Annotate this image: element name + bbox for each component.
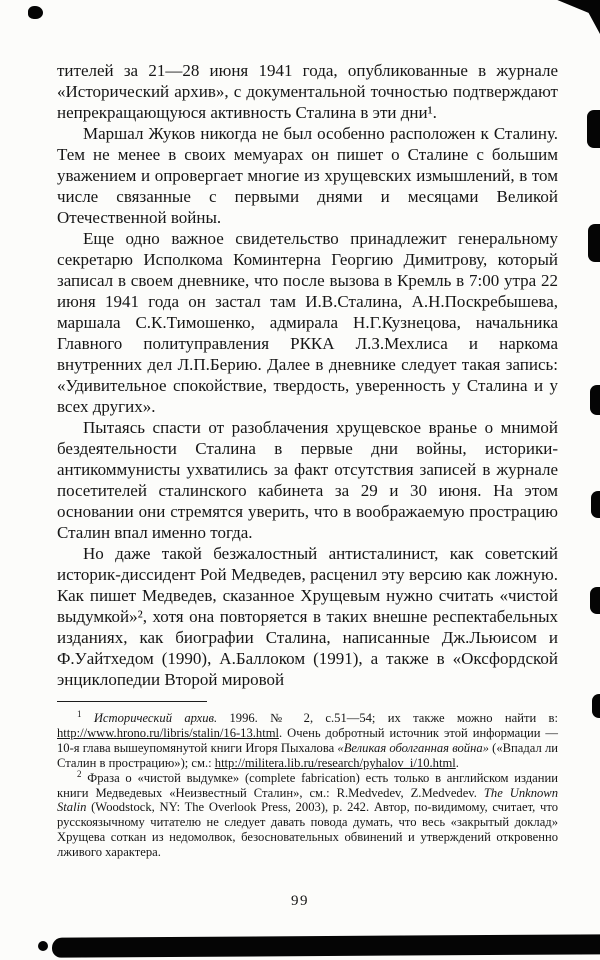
footnote [57, 768, 559, 860]
footnote-text: (Woodstock, NY: The Overlook Press, 2003), p. 242. Автор, по-видимому, считает, что русскоязычному читателю не следует давать повода думать, что весь «закрытый доклад» Хрущева соткан из недомолвок, безосновательных обвинений и утверждений откровенно лживого характера. [57, 800, 558, 860]
footnote-text: The Unknown Stalin [57, 785, 559, 815]
footnote-url: http://militera.lib.ru/research/pyhalov_i/10.html [214, 755, 456, 770]
scan-artifact-right-edge-6 [592, 694, 600, 718]
footnote-marker: 1 [77, 708, 82, 719]
footnote-text: Фраза о «чистой выдумке» (complete fabrication) есть только в английском издании книги Медведевых «Неизвестный Сталин», см.: R.Medvedev, Z.Medvedev. [57, 770, 558, 800]
paragraph: Но даже такой безжалостный антисталинист, как советский историк-диссидент Рой Медведев, расценил эту версию как ложную. Как пишет Медведев, сказанное Хрущевым нужно считать «чистой выдумкой»², хотя она повторяется в таких внешне респектабельных изданиях, как биографии Сталина, написанные Дж.Льюисом и Ф.Уайтхедом (1990), А.Баллоком (1991), а также в «Оксфордской энциклопедии Второй мировой [57, 544, 558, 689]
scan-artifact-right-edge-2 [588, 224, 600, 262]
footnote [57, 708, 558, 771]
paragraph: тителей за 21—28 июня 1941 года, опубликованные в журнале «Исторический архив», с документальной точностью подтверждают непрекращающуюся активность Сталина в эти дни¹. [57, 61, 558, 122]
paragraph: Маршал Жуков никогда не был особенно расположен к Сталину. Тем не менее в своих мемуарах он пишет о Сталине с большим уважением и опровергает многие из хрущевских измышлений, в том числе связанные с первыми днями и месяцами Великой Отечественной войны. [57, 124, 558, 227]
footnote-text: Исторический архив. [93, 711, 218, 725]
scan-artifact-bottom-bar [52, 934, 600, 957]
paragraph: Еще одно важное свидетельство принадлежит генеральному секретарю Исполкома Коминтерна Георгию Димитрову, который записал в своем дневнике, что после вызова в Кремль в 7:00 утра 22 июня 1941 года он застал там И.В.Сталина, А.Н.Поскребышева, маршала С.К.Тимошенко, адмирала Н.Г.Кузнецова, начальника Главного политуправления РККА Л.З.Мехлиса и наркома внутренних дел Л.П.Берию. Далее в дневнике следует такая запись: «Удивительное спокойствие, твердость, уверенность у Сталина и у всех других». [57, 229, 558, 416]
footnote-text: . Очень добротный источник этой информации — 10-я глава вышеупомянутой книги Игоря Пыхалова [57, 725, 558, 755]
scan-artifact-right-edge-3 [590, 385, 600, 415]
scan-artifact-top-right-corner [548, 0, 600, 34]
footnote-text: («Впадал ли Сталин в прострацию»); см.: [57, 740, 558, 770]
scan-artifact-bottom-blob [38, 941, 48, 951]
scan-artifact-top-left [28, 6, 43, 19]
footnote-url: http://www.hrono.ru/libris/stalin/16-13.html [57, 725, 280, 740]
page-number: 99 [291, 893, 309, 909]
scan-artifact-right-edge-1 [587, 110, 600, 148]
footnote-marker: 2 [77, 768, 82, 779]
scan-artifact-right-edge-4 [591, 491, 600, 518]
footnote-text: «Великая оболганная война» [337, 740, 489, 755]
footnote-separator [57, 701, 207, 702]
footnote-text: 1996. № 2, с.51—54; их также можно найти в: [217, 711, 558, 725]
main-text [57, 60, 558, 690]
footnotes [57, 708, 559, 860]
footnote-text: . [455, 755, 459, 770]
paragraph: Пытаясь спасти от разоблачения хрущевское вранье о мнимой бездеятельности Сталина в первые дни войны, историки-антикоммунисты ухватились за факт отсутствия записей в журнале посетителей сталинского кабинета за 29 и 30 июня. На этом основании они стремятся уверить, что в воображаемую прострацию Сталин впал именно тогда. [57, 418, 558, 542]
scan-artifact-right-edge-5 [590, 587, 600, 614]
